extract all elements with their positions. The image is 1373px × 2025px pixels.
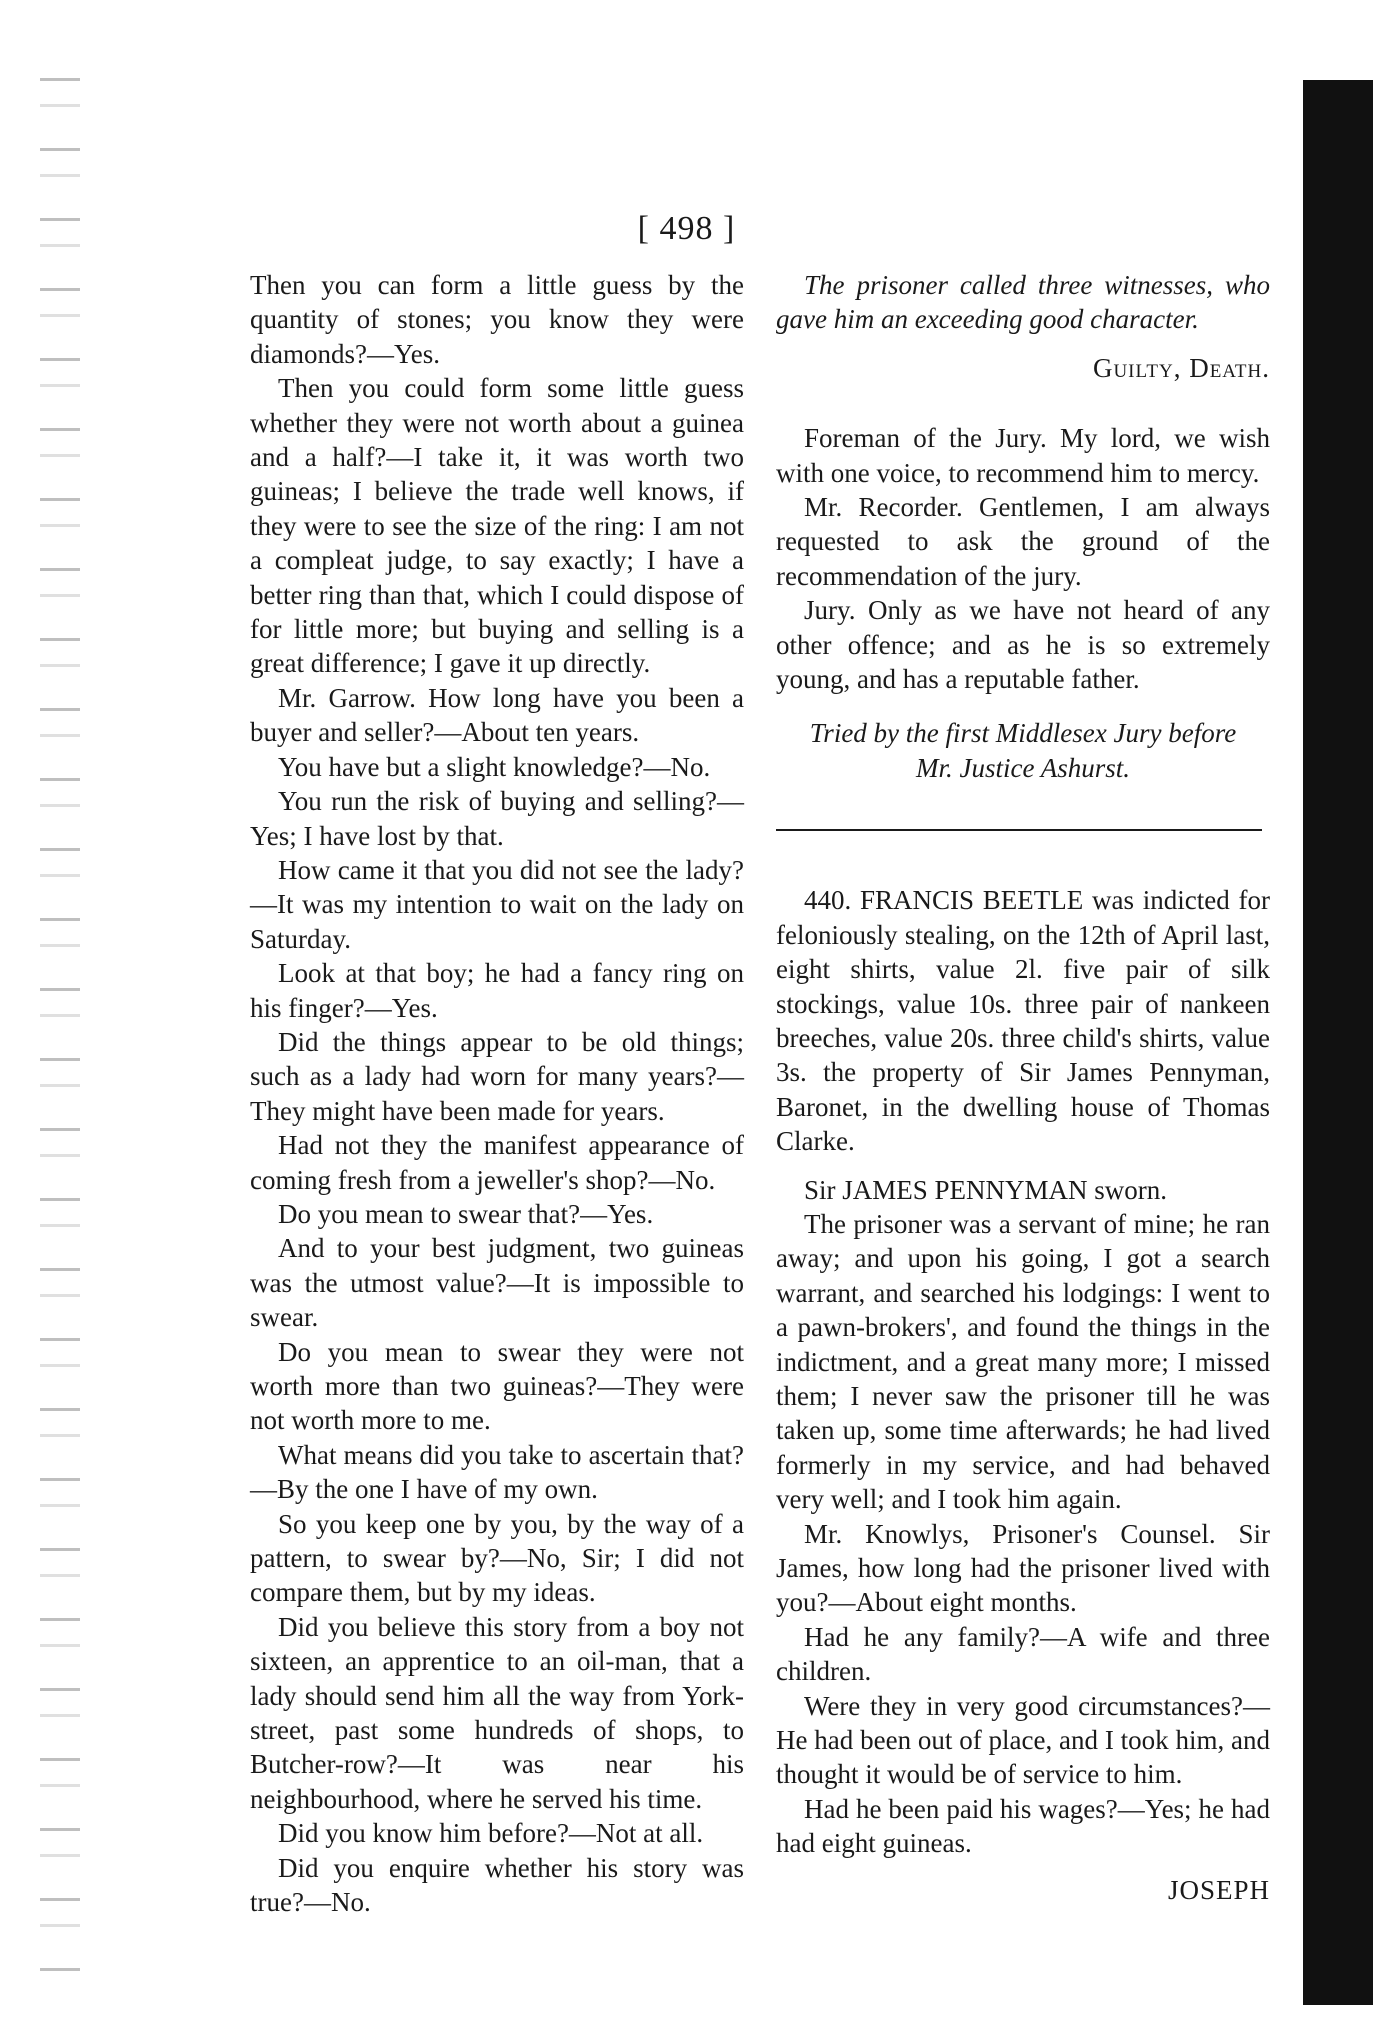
judge-line: Mr. Justice Ashurst.	[916, 752, 1130, 783]
witnesses-note: The prisoner called three witnesses, who gave him an exceeding good character.	[776, 270, 1270, 335]
paragraph: So you keep one by you, by the way of a pattern, to swear by?—No, Sir; I did not compare them, but by my ideas.	[250, 1508, 744, 1608]
paragraph: Then you can form a little guess by the quantity of stones; you know they were diamonds?—Yes.	[250, 270, 744, 369]
paragraph: Did you believe this story from a boy not sixteen, an apprentice to an oil-man, that a lady should send him all the way from York-street, past some hundreds of shops, to Butcher-row?—It was near his neighbourhood, where he served his time.	[250, 1611, 744, 1814]
page-number: [ 498 ]	[637, 210, 736, 247]
paragraph: Jury. Only as we have not heard of any other offence; and as he is so extremely young, and has a reputable father.	[776, 595, 1270, 695]
paragraph: Mr. Recorder. Gentlemen, I am always requested to ask the ground of the recommendation of the jury.	[776, 492, 1270, 591]
paragraph: Look at that boy; he had a fancy ring on his finger?—Yes.	[250, 958, 744, 1023]
paragraph: Foreman of the Jury. My lord, we wish with one voice, to recommend him to mercy.	[776, 423, 1270, 488]
verdict: Guilty, Death.	[1092, 352, 1270, 383]
paragraph: You run the risk of buying and selling?—Yes; I have lost by that.	[250, 786, 744, 851]
paragraph: Did you know him before?—Not at all.	[278, 1818, 704, 1849]
case-paragraph: 440. FRANCIS BEETLE was indicted for feloniously stealing, on the 12th of April last, eight shirts, value 2l. five pair of silk stockings, value 10s. three pair of nankeen breeches, value 20s. three child's shirts, value 3s. the property of Sir James Pennyman, Baronet, in the dwelling house of Thomas Clarke.	[776, 885, 1270, 1157]
paragraph: Mr. Knowlys, Prisoner's Counsel. Sir James, how long had the prisoner lived with you?—About eight months.	[776, 1518, 1270, 1618]
paragraph: How came it that you did not see the lady?—It was my intention to wait on the lady on Saturday.	[250, 854, 744, 954]
catchword: JOSEPH	[1167, 1874, 1270, 1905]
paragraph: What means did you take to ascertain that?—By the one I have of my own.	[250, 1439, 744, 1505]
paragraph: Then you could form some little guess whether they were not worth about a guinea and a half?—I take it, it was worth two guineas; I believe the trade well knows, if they were to see the size of the ring: I am not a compleat judge, to say exactly; I have a better ring than that, which I could dispose of for little more; but buying and selling is a great difference; I gave it up directly.	[250, 373, 744, 679]
section-divider	[776, 829, 1262, 831]
paragraph: Had not they the manifest appearance of coming fresh from a jeweller's shop?—No.	[250, 1130, 744, 1195]
page-edge-black-bar	[1303, 80, 1373, 2005]
tried-before-line: Tried by the first Middlesex Jury before	[809, 718, 1237, 749]
witness-sworn-line: Sir JAMES PENNYMAN sworn.	[804, 1174, 1168, 1205]
left-column	[250, 268, 744, 1920]
paragraph: Did you enquire whether his story was true?—No.	[250, 1852, 744, 1918]
paragraph: Were they in very good circumstances?—He had been out of place, and I took him, and thought it would be of service to him.	[776, 1690, 1270, 1790]
paragraph: Did the things appear to be old things; such as a lady had worn for many years?—They might have been made for years.	[250, 1026, 744, 1126]
right-column	[776, 268, 1270, 1907]
paragraph: Mr. Garrow. How long have you been a buyer and seller?—About ten years.	[250, 682, 744, 748]
binding-edge-shadow	[40, 60, 80, 1980]
paragraph: And to your best judgment, two guineas was the utmost value?—It is impossible to swear.	[250, 1233, 744, 1333]
paragraph: Do you mean to swear they were not worth more than two guineas?—They were not worth more to me.	[250, 1336, 744, 1436]
paragraph: You have but a slight knowledge?—No.	[278, 751, 711, 782]
paragraph: Do you mean to swear that?—Yes.	[278, 1198, 654, 1229]
paragraph: The prisoner was a servant of mine; he ran away; and upon his going, I got a search warrant, and searched his lodgings: I went to a pawn-brokers', and found the things in the indictment, and a great many more; I missed them; I never saw the prisoner till he was taken up, some time afterwards; he had lived formerly in my service, and had behaved very well; and I took him again.	[776, 1208, 1270, 1515]
paragraph: Had he any family?—A wife and three children.	[776, 1621, 1270, 1687]
spacer	[776, 696, 1270, 716]
paragraph: Had he been paid his wages?—Yes; he had had eight guineas.	[776, 1793, 1270, 1859]
